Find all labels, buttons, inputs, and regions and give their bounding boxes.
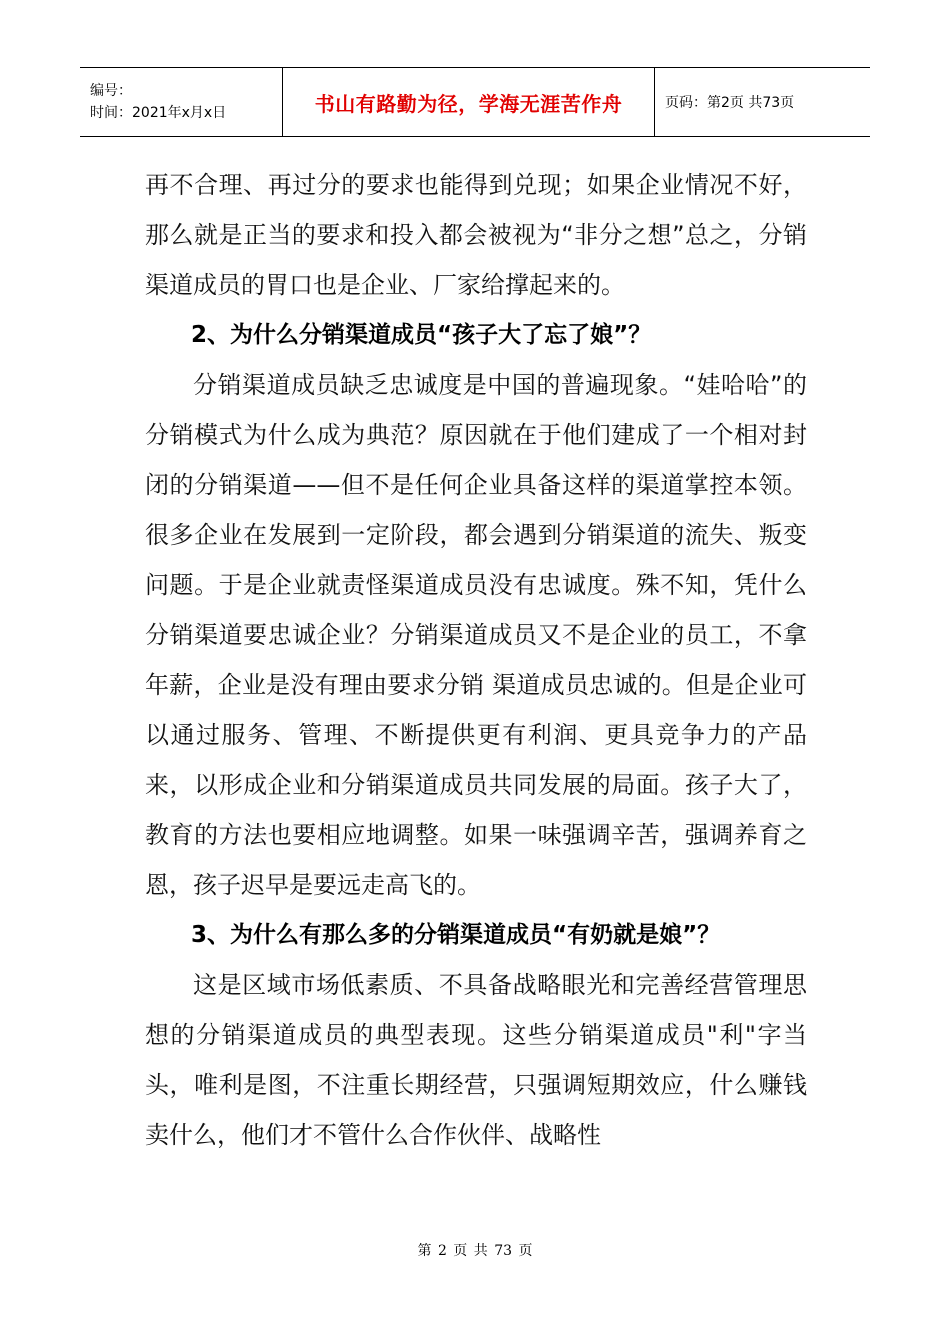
document-date: 时间：2021年x月x日 (90, 105, 227, 121)
header-motto: 书山有路勤为径，学海无涯苦作舟 (283, 68, 655, 136)
page-footer: 第 2 页 共 73 页 (417, 1243, 533, 1259)
paragraph-section-3: 这是区域市场低素质、不具备战略眼光和完善经营管理思想的分销渠道成员的典型表现。这些分销渠道成员"利"字当头，唯利是图，不注重长期经营，只强调短期效应，什么赚钱卖什么，他们才不管什么合作伙伴、战略性 (145, 971, 807, 1149)
header-meta (80, 68, 283, 136)
header-page-info: 页码：第2页 共73页 (665, 95, 795, 111)
paragraph-section-2: 分销渠道成员缺乏忠诚度是中国的普遍现象。“娃哈哈”的分销模式为什么成为典范？原因就在于他们建成了一个相对封闭的分销渠道——但不是任何企业具备这样的渠道掌控本领。很多企业在发展到一定阶段，都会遇到分销渠道的流失、叛变问题。于是企业就责怪渠道成员没有忠诚度。殊不知，凭什么分销渠道要忠诚企业？分销渠道成员又不是企业的员工，不拿年薪，企业是没有理由要求分销 渠道成员忠诚的。但是企业可以通过服务、管理、不断提供更有利润、更具竞争力的产品来，以形成企业和分销渠道成员共同发展的局面。孩子大了，教育的方法也要相应地调整。如果一味强调辛苦，强调养育之恩，孩子迟早是要远走高飞的。 (145, 371, 807, 899)
paragraph-continued: 再不合理、再过分的要求也能得到兑现；如果企业情况不好，那么就是正当的要求和投入都会被视为“非分之想”总之，分销渠道成员的胃口也是企业、厂家给撑起来的。 (145, 171, 807, 299)
document-number-label: 编号： (90, 83, 132, 99)
section-heading-3: 3、为什么有那么多的分销渠道成员“有奶就是娘”？ (191, 922, 721, 948)
document-body (145, 160, 807, 1160)
page-header (80, 67, 870, 137)
section-heading-2: 2、为什么分销渠道成员“孩子大了忘了娘”？ (191, 322, 652, 348)
